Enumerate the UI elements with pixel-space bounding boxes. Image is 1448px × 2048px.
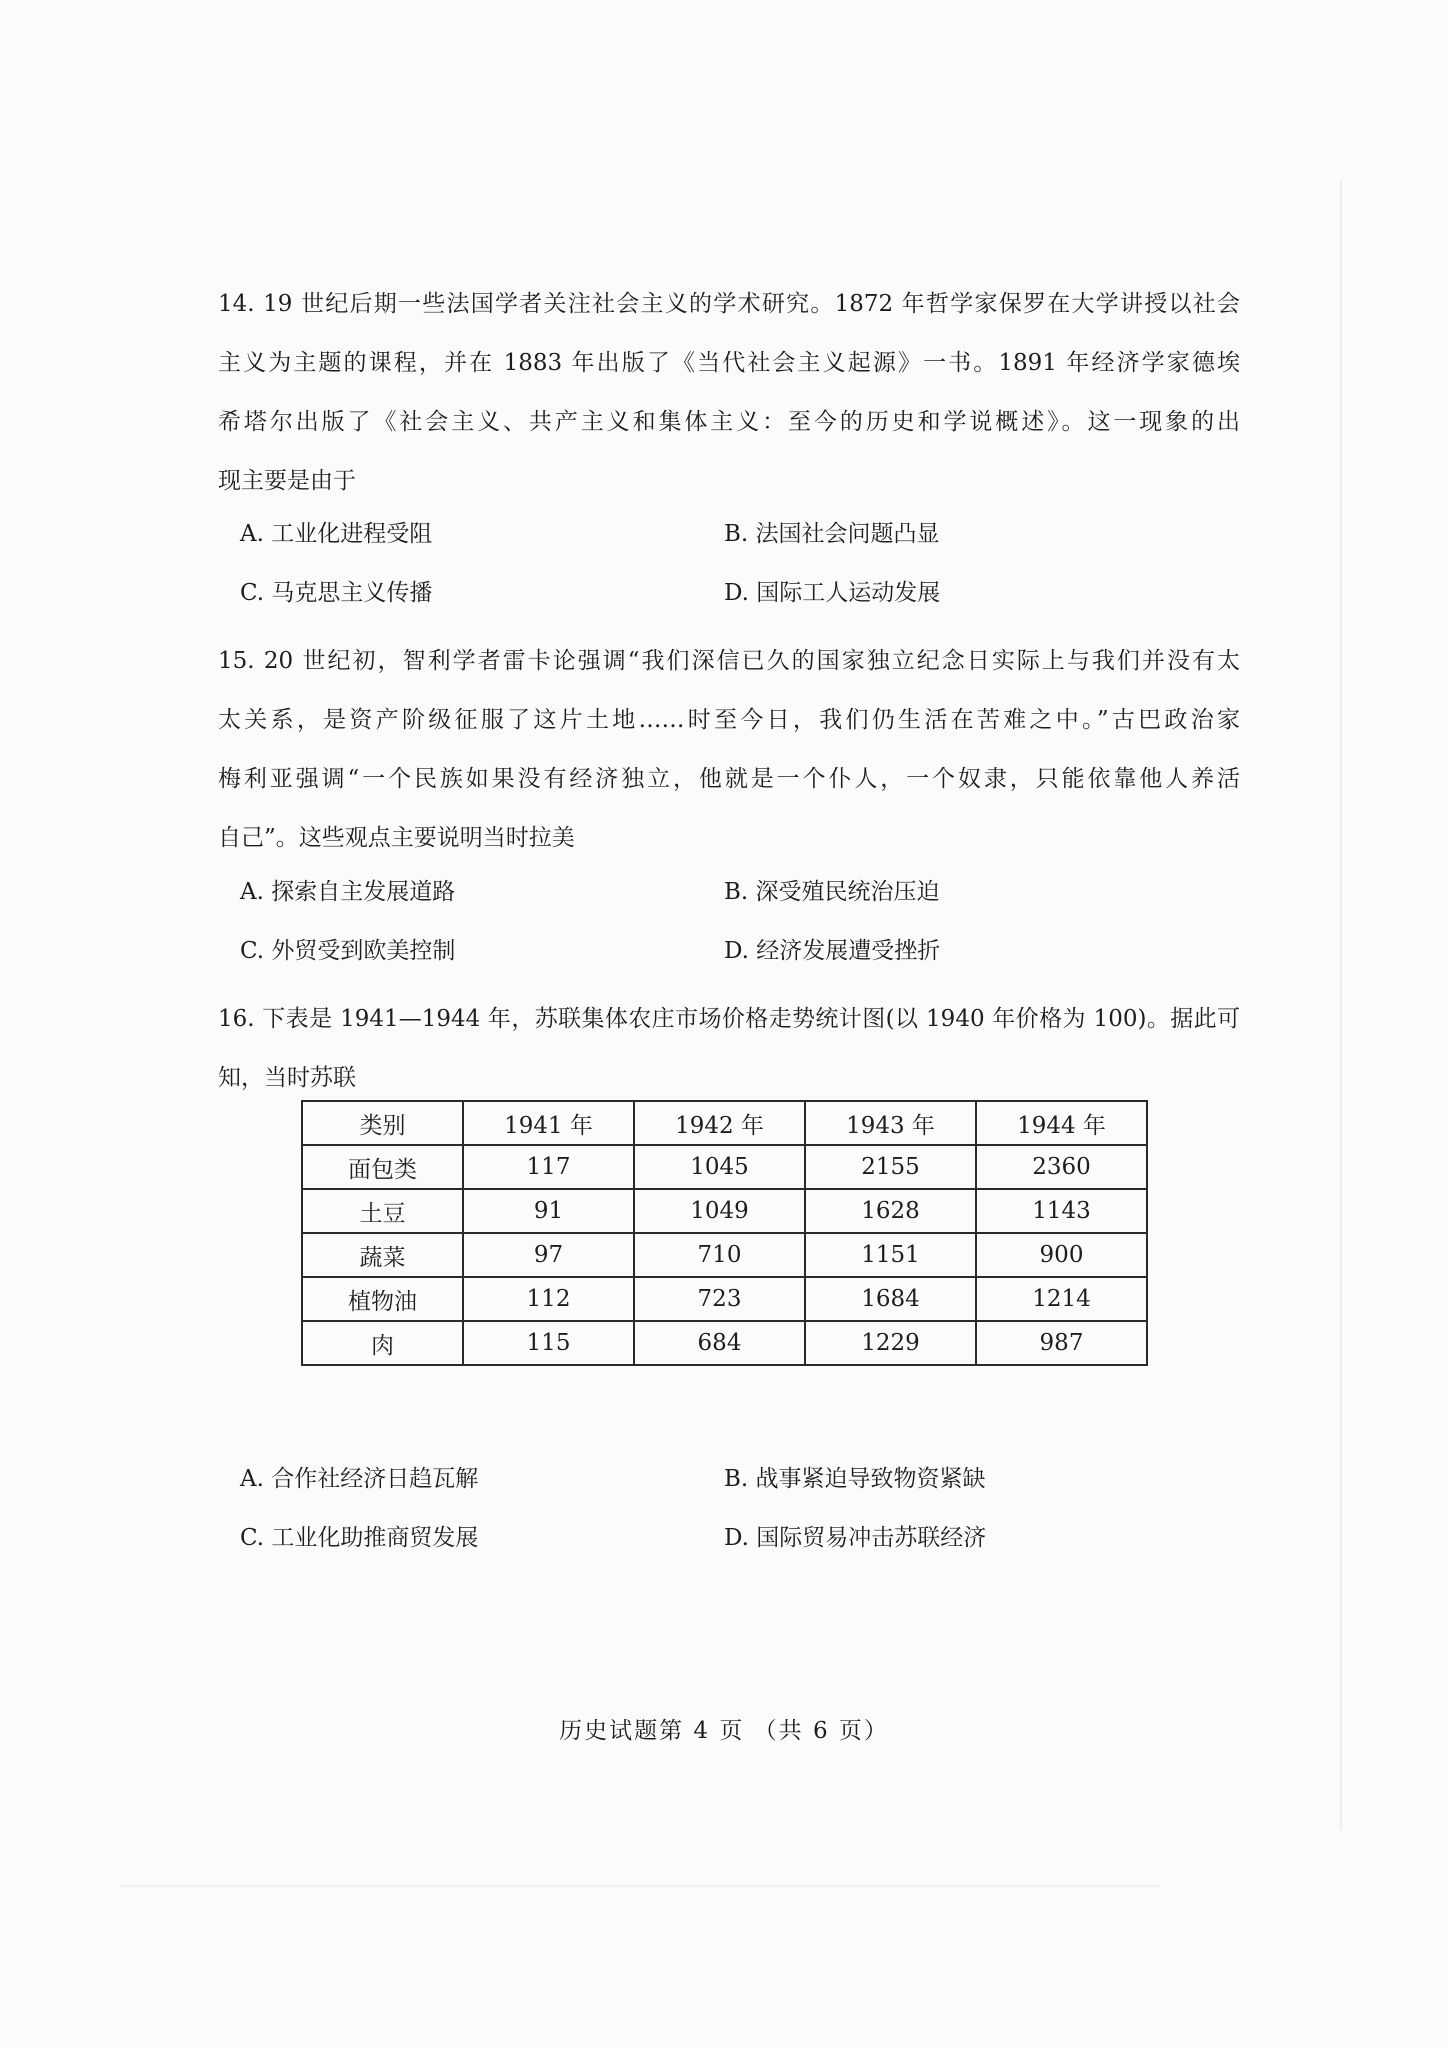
question-stem-line: 自己”。这些观点主要说明当时拉美 — [218, 825, 575, 851]
table-cell: 2360 — [976, 1145, 1147, 1189]
option-c[interactable]: C. 工业化助推商贸发展 — [240, 1525, 479, 1551]
question-stem-line: 主义为主题的课程，并在 1883 年出版了《当代社会主义起源》一书。1891 年经济学家德埃 — [218, 350, 1240, 376]
table-cell: 684 — [634, 1321, 805, 1365]
table-header-cell: 1941 年 — [463, 1101, 634, 1145]
table-row — [302, 1145, 1147, 1189]
option-b[interactable]: B. 战事紧迫导致物资紧缺 — [724, 1466, 986, 1492]
table-row — [302, 1277, 1147, 1321]
question-stem-line: 14. 19 世纪后期一些法国学者关注社会主义的学术研究。1872 年哲学家保罗在大学讲授以社会 — [218, 291, 1240, 317]
option-b[interactable]: B. 法国社会问题凸显 — [724, 521, 940, 547]
table-cell: 植物油 — [302, 1277, 463, 1321]
table-cell: 1151 — [805, 1233, 976, 1277]
table-row — [302, 1321, 1147, 1365]
question-stem-line: 16. 下表是 1941—1944 年，苏联集体农庄市场价格走势统计图(以 1940 年价格为 100)。据此可 — [218, 1006, 1240, 1032]
question-14 — [218, 275, 1240, 511]
option-d[interactable]: D. 国际贸易冲击苏联经济 — [724, 1525, 987, 1551]
table-row — [302, 1233, 1147, 1277]
table-header-cell: 1942 年 — [634, 1101, 805, 1145]
question-16 — [218, 990, 1240, 1108]
table-header-row — [302, 1101, 1147, 1145]
table-cell: 1229 — [805, 1321, 976, 1365]
table-header-cell: 类别 — [302, 1101, 463, 1145]
option-a[interactable]: A. 探索自主发展道路 — [240, 879, 456, 905]
question-stem-line: 现主要是由于 — [218, 468, 356, 494]
question-stem-line: 希塔尔出版了《社会主义、共产主义和集体主义：至今的历史和学说概述》。这一现象的出 — [218, 409, 1240, 435]
table-cell: 91 — [463, 1189, 634, 1233]
table-cell: 蔬菜 — [302, 1233, 463, 1277]
table-cell: 723 — [634, 1277, 805, 1321]
table-header-cell: 1944 年 — [976, 1101, 1147, 1145]
table-cell: 1143 — [976, 1189, 1147, 1233]
page-edge-shadow — [1340, 180, 1342, 1830]
option-a[interactable]: A. 合作社经济日趋瓦解 — [240, 1466, 479, 1492]
table-cell: 1045 — [634, 1145, 805, 1189]
table-cell: 肉 — [302, 1321, 463, 1365]
table-cell: 1049 — [634, 1189, 805, 1233]
table-cell: 710 — [634, 1233, 805, 1277]
question-15 — [218, 632, 1240, 868]
page-edge-shadow — [120, 1885, 1160, 1887]
table-cell: 2155 — [805, 1145, 976, 1189]
table-cell: 900 — [976, 1233, 1147, 1277]
table-cell: 117 — [463, 1145, 634, 1189]
table-cell: 1628 — [805, 1189, 976, 1233]
table-cell: 面包类 — [302, 1145, 463, 1189]
table-cell: 115 — [463, 1321, 634, 1365]
option-c[interactable]: C. 马克思主义传播 — [240, 580, 433, 606]
table-cell: 1684 — [805, 1277, 976, 1321]
option-d[interactable]: D. 经济发展遭受挫折 — [724, 938, 941, 964]
table-row — [302, 1189, 1147, 1233]
option-d[interactable]: D. 国际工人运动发展 — [724, 580, 941, 606]
question-stem-line: 15. 20 世纪初，智利学者雷卡论强调“我们深信已久的国家独立纪念日实际上与我们并没有太 — [218, 648, 1240, 674]
table-cell: 1214 — [976, 1277, 1147, 1321]
option-a[interactable]: A. 工业化进程受阻 — [240, 521, 433, 547]
option-b[interactable]: B. 深受殖民统治压迫 — [724, 879, 940, 905]
table-header-cell: 1943 年 — [805, 1101, 976, 1145]
page-footer: 历史试题第 4 页 （共 6 页） — [559, 1718, 889, 1744]
price-table — [301, 1100, 1148, 1366]
question-stem-line: 知，当时苏联 — [218, 1065, 356, 1091]
table-cell: 土豆 — [302, 1189, 463, 1233]
table-cell: 97 — [463, 1233, 634, 1277]
table-cell: 112 — [463, 1277, 634, 1321]
question-stem-line: 梅利亚强调“一个民族如果没有经济独立，他就是一个仆人，一个奴隶，只能依靠他人养活 — [218, 766, 1240, 792]
question-stem-line: 太关系，是资产阶级征服了这片土地……时至今日，我们仍生活在苦难之中。”古巴政治家 — [218, 707, 1240, 733]
table-cell: 987 — [976, 1321, 1147, 1365]
option-c[interactable]: C. 外贸受到欧美控制 — [240, 938, 456, 964]
